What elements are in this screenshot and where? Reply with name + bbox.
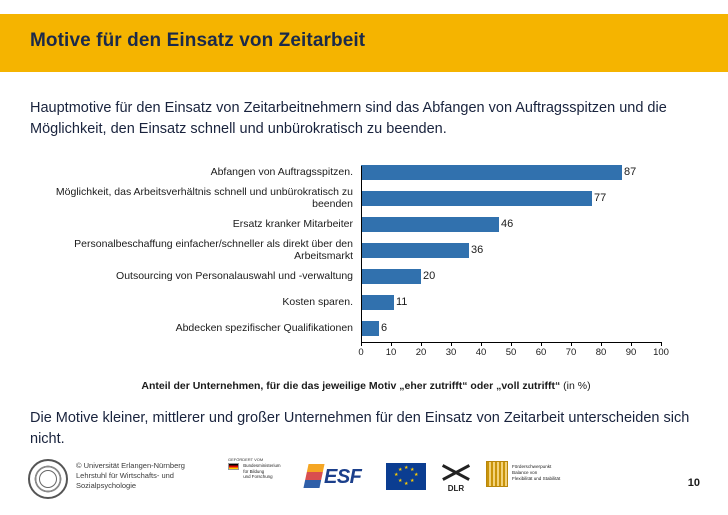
dlr-mark-icon [441, 461, 471, 483]
x-tick [421, 342, 422, 346]
x-tick-label: 90 [625, 347, 637, 358]
bar-zone [361, 264, 696, 289]
university-credit-line: Sozialpsychologie [76, 481, 137, 491]
bar-zone [361, 160, 696, 185]
foerderschwerpunkt-line: Förderschwerpunkt [512, 464, 552, 469]
x-tick-label: 40 [475, 347, 487, 358]
category-label: Ersatz kranker Mitarbeiter [232, 217, 353, 230]
category-label: Personalbeschaffung einfacher/schneller als direkt über den Arbeitsmarkt [74, 237, 353, 262]
bar-segment [361, 295, 394, 310]
x-tick-label: 80 [595, 347, 607, 358]
chart-row [28, 316, 704, 341]
foerderschwerpunkt-logo [486, 458, 572, 498]
bar-segment [361, 217, 499, 232]
y-axis-line [361, 166, 362, 342]
x-tick [631, 342, 632, 346]
bmbf-logo-line: Bundesministerium [243, 463, 281, 468]
x-tick-label: 100 [653, 347, 669, 358]
category-label: Möglichkeit, das Arbeitsverhältnis schnell und unbürokratisch zu beenden [55, 185, 353, 210]
x-tick-label: 0 [358, 347, 364, 358]
foerderschwerpunkt-line: Flexibilität und Stabilität [512, 475, 561, 481]
bar-zone [361, 316, 696, 341]
x-tick [601, 342, 602, 346]
bmbf-logo-top-line: GEFÖRDERT VOM [228, 457, 264, 462]
german-flag-icon [228, 463, 239, 470]
x-axis [358, 342, 701, 372]
chart-row [28, 160, 704, 185]
foerderschwerpunkt-text [512, 464, 560, 482]
chart-row [28, 290, 704, 315]
page-title: Motive für den Einsatz von Zeitarbeit [30, 30, 366, 51]
bar-chart [28, 160, 704, 375]
category-label: Abfangen von Auftragsspitzen. [210, 165, 353, 178]
bmbf-logo-line: und Forschung [243, 474, 273, 479]
footer [0, 455, 728, 515]
university-seal-icon [28, 459, 68, 499]
closing-paragraph: Die Motive kleiner, mittlerer und großer Unternehmen für den Einsatz von Zeitarbeit unterscheiden sich nicht. [30, 410, 690, 448]
x-tick [481, 342, 482, 346]
bar-segment [361, 191, 592, 206]
x-tick [661, 342, 662, 346]
x-tick-label: 30 [445, 347, 457, 358]
esf-logo-text: ESF [324, 466, 362, 488]
esf-logo [306, 461, 376, 495]
bar-value: 6 [381, 322, 388, 334]
chart-rows [28, 160, 704, 342]
x-tick-label: 50 [505, 347, 517, 358]
chart-row [28, 238, 704, 263]
x-tick [391, 342, 392, 346]
bar-value: 87 [624, 166, 637, 178]
intro-paragraph: Hauptmotive für den Einsatz von Zeitarbeitnehmern sind das Abfangen von Auftragsspitzen und die Möglichkeit, den Einsatz schnell und unbürokratisch zu beenden. [30, 100, 667, 138]
eu-stars-icon: ★ ★ ★ ★ ★ ★ ★ ★ [394, 465, 419, 487]
bar-value: 46 [501, 218, 514, 230]
x-axis-caption-unit: (in %) [560, 380, 591, 392]
x-tick-label: 20 [415, 347, 427, 358]
university-credit-line: © Universität Erlangen-Nürnberg [76, 461, 185, 470]
foerderschwerpunkt-line: Balance von [512, 469, 538, 475]
foerderschwerpunkt-mark-icon [486, 461, 508, 487]
university-credit [76, 461, 185, 491]
x-tick [511, 342, 512, 346]
university-credit-line: Lehrstuhl für Wirtschafts- und [76, 471, 174, 481]
bar-zone [361, 186, 696, 211]
x-tick [361, 342, 362, 346]
bar-segment [361, 321, 379, 336]
bar-zone [361, 238, 696, 263]
chart-row [28, 212, 704, 237]
x-tick-label: 70 [565, 347, 577, 358]
chart-row [28, 264, 704, 289]
bar-segment [361, 165, 622, 180]
x-tick [571, 342, 572, 346]
x-tick [451, 342, 452, 346]
bar-value: 11 [396, 296, 408, 308]
category-label: Abdecken spezifischer Qualifikationen [175, 321, 353, 334]
bmbf-logo-line: für Bildung [243, 468, 265, 474]
bar-segment [361, 269, 421, 284]
bar-value: 20 [423, 270, 436, 282]
x-axis-caption [28, 380, 704, 392]
x-tick-label: 10 [385, 347, 397, 358]
esf-stripes-icon [303, 464, 324, 488]
page-number: 10 [687, 477, 700, 489]
dlr-logo [434, 461, 478, 495]
bar-zone [361, 212, 696, 237]
eu-flag-logo [386, 463, 426, 490]
bar-segment [361, 243, 469, 258]
x-axis-caption-main: Anteil der Unternehmen, für die das jeweilige Motiv „eher zutrifft“ oder „voll zutrifft“ [141, 380, 561, 392]
category-label: Kosten sparen. [282, 295, 353, 308]
category-label: Outsourcing von Personalauswahl und -verwaltung [116, 269, 353, 282]
bar-zone [361, 290, 696, 315]
x-tick [541, 342, 542, 346]
bmbf-logo [228, 457, 302, 499]
chart-row [28, 186, 704, 211]
x-tick-label: 60 [535, 347, 547, 358]
bar-value: 77 [594, 192, 607, 204]
bar-value: 36 [471, 244, 484, 256]
dlr-logo-text: DLR [447, 484, 465, 493]
